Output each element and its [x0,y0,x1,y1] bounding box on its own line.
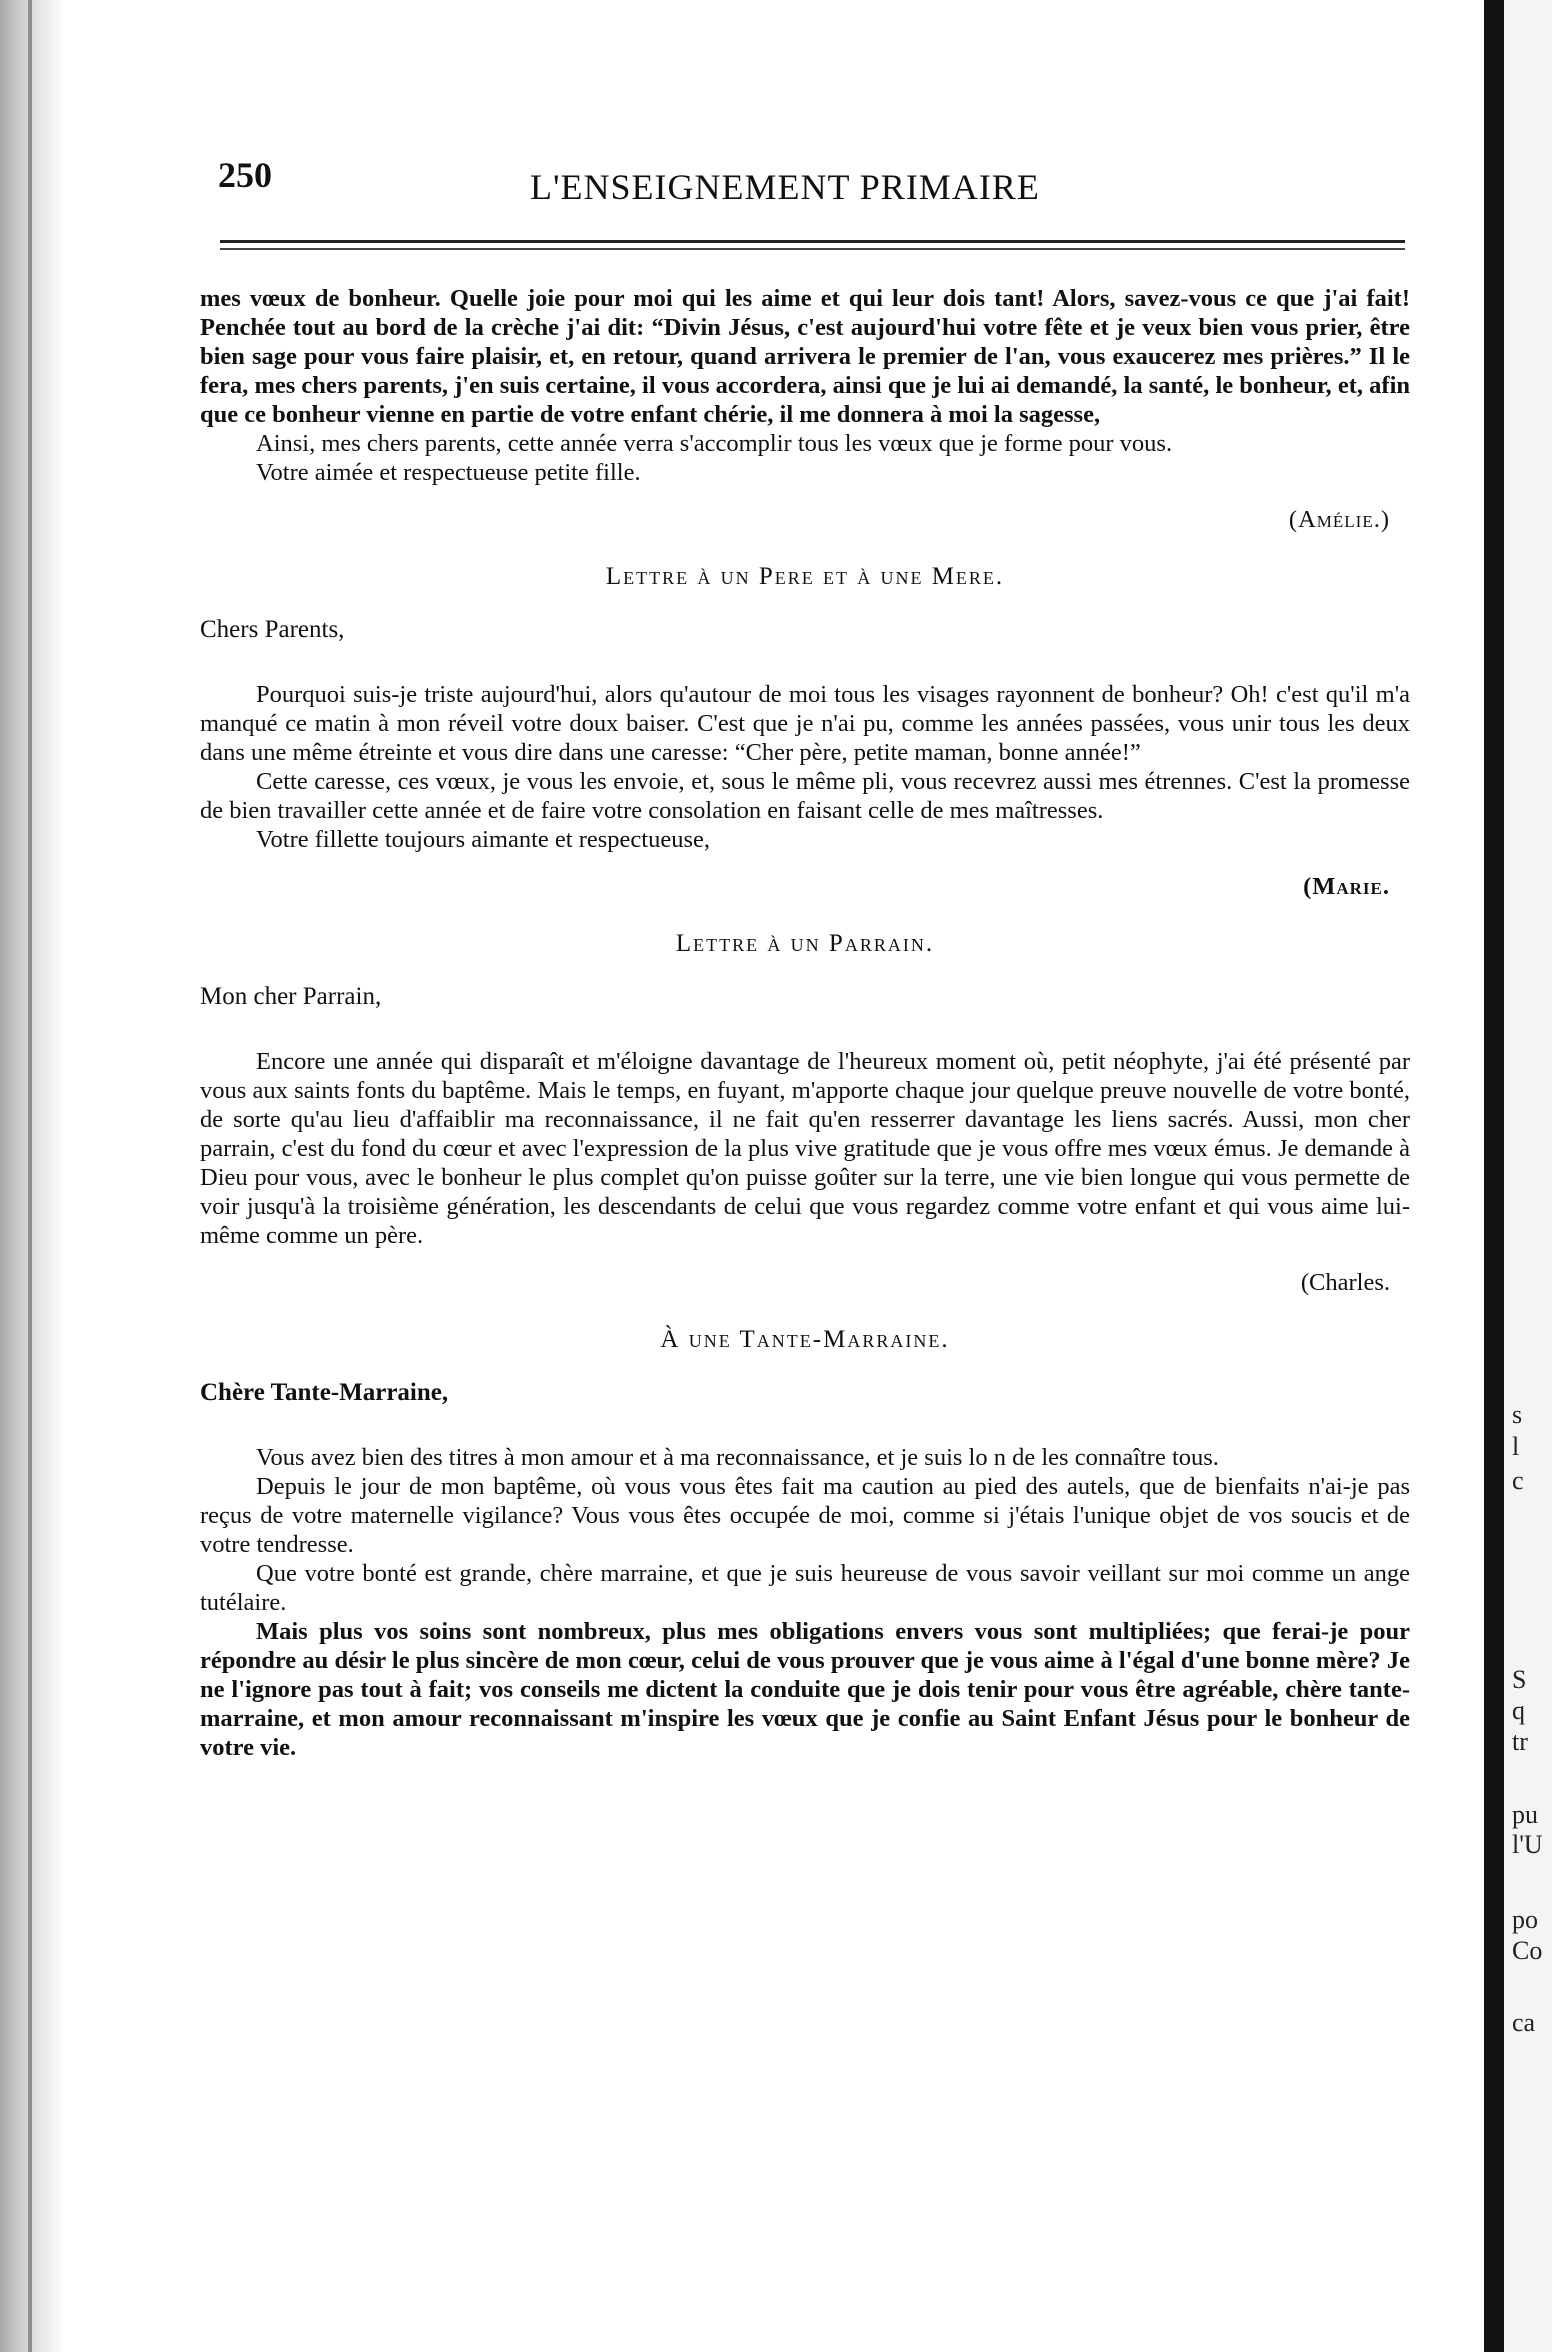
fragment-text: Co [1512,1936,1543,1965]
fragment-text: tr [1512,1727,1528,1756]
adjacent-page-fragment [1504,0,1552,2352]
section-heading: Lettre à un Pere et à une Mere. [605,563,1005,590]
letter-to-parents [200,562,1410,901]
letter-salutation: Chère Tante-Marraine, [200,1379,449,1406]
letter-paragraph: Pourquoi suis-je triste aujourd'hui, alors qu'autour de moi tous les visages rayonnent de bonheur? Oh! c'est qu'il m'a manqué ce matin à mon réveil votre doux baiser. C'est que je n'ai pu, comme les années passées, vous unir tous les deux dans une même étreinte et vous dire dans une caresse: “Cher père, petite maman, bonne année!” [200,681,1410,766]
letter-to-godfather [200,929,1410,1297]
page-number: 250 [218,155,272,195]
letter-paragraph: Que votre bonté est grande, chère marraine, et que je suis heureuse de vous savoir veillant sur moi comme un ange tutélaire. [200,1560,1410,1616]
fragment-text: S [1512,1665,1527,1694]
letter-closing: Votre fillette toujours aimante et respectueuse, [256,826,711,853]
letter-salutation: Chers Parents, [200,616,345,643]
letter-to-aunt-godmother [200,1325,1410,1762]
fragment-text: s [1512,1400,1523,1429]
letter-closing: Votre aimée et respectueuse petite fille. [256,459,641,486]
letter-paragraph: Cette caresse, ces vœux, je vous les envoie, et, sous le même pli, vous recevrez aussi mes étrennes. C'est la promesse de bien travailler cette année et de faire votre consolation en faisant celle de mes maîtresses. [200,768,1410,824]
letter-signature: (Amélie.) [1288,506,1390,533]
fragment-text: pu [1512,1800,1538,1829]
page-body [200,284,1410,1762]
letter-closing: Ainsi, mes chers parents, cette année verra s'accomplir tous les vœux que je forme pour vous. [256,430,1173,457]
running-title: L'ENSEIGNEMENT PRIMAIRE [530,167,1040,207]
fragment-text: q [1512,1696,1525,1725]
letter-paragraph: mes vœux de bonheur. Quelle joie pour moi qui les aime et qui leur dois tant! Alors, savez-vous ce que j'ai fait! Penchée tout au bord de la crèche j'ai dit: “Divin Jésus, c'est aujourd'hui votre fête et je veux bien vous prier, être bien sage pour vous faire plaisir, et, en retour, quand arrivera le premier de l'an, vous exaucerez mes prières.” Il le fera, mes chers parents, j'en suis certaine, il vous accordera, ainsi que je lui ai demandé, la santé, le bonheur, et, afin que ce bonheur vienne en partie de votre enfant chérie, il me donnera à moi la sagesse, [200,285,1410,428]
letter-salutation: Mon cher Parrain, [200,983,382,1010]
letter-paragraph: Vous avez bien des titres à mon amour et à ma reconnaissance, et je suis lo n de les connaître tous. [256,1444,1219,1471]
letter-amelie [200,284,1410,534]
letter-paragraph: Depuis le jour de mon baptême, où vous vous êtes fait ma caution au pied des autels, que de bienfaits n'ai-je pas reçus de votre maternelle vigilance? Vous vous êtes occupée de moi, comme si j'étais l'unique objet de vos soucis et de votre tendresse. [200,1473,1410,1558]
letter-paragraph: Encore une année qui disparaît et m'éloigne davantage de l'heureux moment où, petit néophyte, j'ai été présenté par vous aux saints fonts du baptême. Mais le temps, en fuyant, m'apporte chaque jour quelque preuve nouvelle de votre bonté, de sorte qu'au lieu d'affaiblir ma reconnaissance, il ne fait qu'en resserrer davantage les liens sacrés. Aussi, mon cher parrain, c'est du fond du cœur et avec l'expression de la plus vive gratitude que je vous offre mes vœux émus. Je demande à Dieu pour vous, avec le bonheur le plus complet qu'on puisse goûter sur la terre, une vie bien longue qui vous permette de voir jusqu'à la troisième génération, les descendants de celui que vous regardez comme votre enfant et qui vous aime lui-même comme un père. [200,1048,1410,1249]
page-edge-shadow [1484,0,1504,2352]
fragment-text: po [1512,1905,1538,1934]
fragment-text: ca [1512,2008,1536,2037]
page-header [200,150,1410,212]
section-heading: À une Tante-Marraine. [660,1326,950,1353]
header-rule-thin [220,248,1405,250]
book-page [200,150,1410,1762]
fragment-text: l'U [1512,1830,1543,1859]
header-rule [220,240,1405,243]
letter-paragraph: Mais plus vos soins sont nombreux, plus mes obligations envers vous sont multipliées; que ferai-je pour répondre au désir le plus sincère de mon cœur, celui de vous prouver que je vous aime à l'égal d'une bonne mère? Je ne l'ignore pas tout à fait; vos conseils me dictent la conduite que je dois tenir pour vous être agréable, chère tante-marraine, et mon amour reconnaissant m'inspire les vœux que je confie au Saint Enfant Jésus pour le bonheur de votre vie. [200,1618,1410,1761]
letter-signature: (Marie. [1303,873,1390,900]
binding-edge [28,0,32,2352]
letter-signature: (Charles. [1300,1269,1390,1296]
fragment-text: l [1512,1432,1520,1461]
fragment-text: c [1512,1466,1524,1495]
section-heading: Lettre à un Parrain. [675,930,935,957]
